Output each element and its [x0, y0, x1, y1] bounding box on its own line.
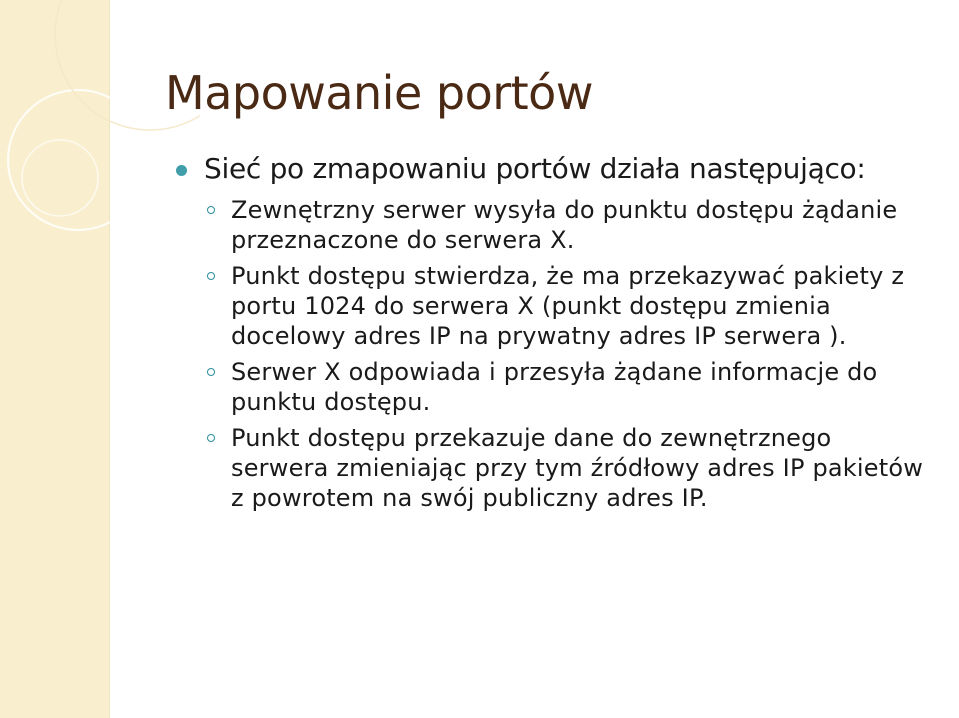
- sub-bullet-ring-icon: [207, 368, 215, 376]
- sub-bullet-text: Zewnętrzny serwer wysyła do punktu dostępu żądanie przeznaczone do serwera X.: [231, 196, 898, 254]
- decorative-ring-small: [22, 140, 98, 216]
- sub-bullet-item: [176, 195, 936, 255]
- decorative-ring-large: [8, 90, 148, 230]
- decorative-circles: [0, 0, 200, 300]
- sub-bullet-item: [176, 357, 936, 417]
- sub-bullet-text: Serwer X odpowiada i przesyła żądane informacje do punktu dostępu.: [231, 358, 878, 416]
- slide-title: Mapowanie portów: [165, 66, 593, 120]
- sub-bullet-item: [176, 261, 936, 351]
- sub-bullet-text: Punkt dostępu stwierdza, że ma przekazywać pakiety z portu 1024 do serwera X (punkt dostępu zmienia docelowy adres IP na prywatny adres IP serwera ).: [231, 262, 905, 350]
- sub-bullet-text: Punkt dostępu przekazuje dane do zewnętrznego serwera zmieniając przy tym źródłowy adres IP pakietów z powrotem na swój publiczny adres IP.: [231, 424, 924, 512]
- bullet-item: [176, 152, 936, 186]
- slide-content: [176, 152, 936, 519]
- bullet-dot-icon: [176, 165, 187, 176]
- sub-bullet-ring-icon: [207, 272, 215, 280]
- sub-bullet-item: [176, 423, 936, 513]
- sub-bullet-ring-icon: [207, 206, 215, 214]
- bullet-text: Sieć po zmapowaniu portów działa następująco:: [204, 152, 866, 185]
- sub-bullet-ring-icon: [207, 434, 215, 442]
